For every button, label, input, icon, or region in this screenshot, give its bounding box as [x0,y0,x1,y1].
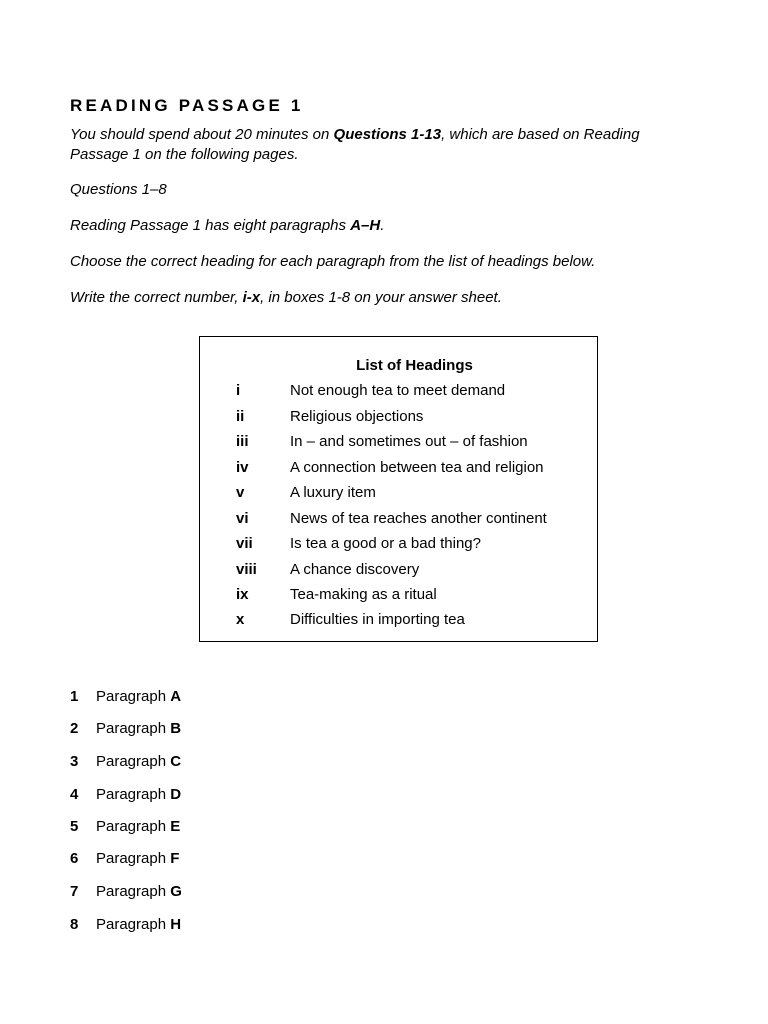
heading-text: Not enough tea to meet demand [290,382,506,399]
paragraph-letter: G [170,883,182,900]
question-label [96,720,181,737]
paragraphs-letters: A–H [350,217,381,234]
paragraph-letter: H [170,916,182,933]
paragraphs-text-end: . [380,217,385,234]
instructions-intro [70,125,640,165]
heading-text: In – and sometimes out – of fashion [290,433,528,450]
write-numbers: i-x [242,289,261,306]
question-label [96,818,180,835]
heading-number: vi [236,510,249,527]
heading-number: v [236,484,245,501]
paragraph-word: Paragraph [96,720,167,737]
heading-number: i [236,382,241,399]
paragraph-letter: E [170,818,181,835]
heading-number: ii [236,408,245,425]
question-number: 2 [70,720,79,737]
heading-text: Tea-making as a ritual [290,586,437,603]
choose-instruction: Choose the correct heading for each paragraph from the list of headings below. [70,253,596,270]
paragraph-word: Paragraph [96,850,167,867]
question-number: 6 [70,850,79,867]
heading-number: ix [236,586,249,603]
question-number: 5 [70,818,79,835]
question-label [96,850,179,867]
paragraph-word: Paragraph [96,883,167,900]
questions-range: Questions 1–8 [70,181,167,198]
intro-text-end: , which are based on Reading [441,126,640,143]
question-number: 3 [70,753,79,770]
question-label [96,688,181,705]
heading-number: x [236,611,245,628]
write-text-end: , in boxes 1-8 on your answer sheet. [260,289,502,306]
paragraph-word: Paragraph [96,786,167,803]
heading-text: Difficulties in importing tea [290,611,465,628]
question-label [96,786,181,803]
question-number: 7 [70,883,79,900]
paragraph-letter: B [170,720,182,737]
heading-text: A connection between tea and religion [290,459,544,476]
heading-text: Is tea a good or a bad thing? [290,535,481,552]
headings-box [199,336,598,642]
write-instruction [70,288,502,308]
heading-number: iii [236,433,249,450]
intro-questions-range: Questions 1-13 [333,126,442,143]
paragraph-word: Paragraph [96,916,167,933]
write-text-start: Write the correct number, [70,289,243,306]
intro-text-start: You should spend about 20 minutes on [70,126,334,143]
question-label [96,916,181,933]
question-label [96,753,181,770]
section-title: READING PASSAGE 1 [70,96,304,115]
heading-number: vii [236,535,253,552]
question-number: 4 [70,786,79,803]
paragraphs-text-start: Reading Passage 1 has eight paragraphs [70,217,351,234]
heading-text: A chance discovery [290,561,420,578]
paragraph-letter: D [170,786,182,803]
headings-title: List of Headings [356,357,473,374]
question-number: 1 [70,688,79,705]
paragraph-letter: C [170,753,182,770]
heading-text: Religious objections [290,408,424,425]
heading-number: iv [236,459,249,476]
question-label [96,883,182,900]
paragraph-word: Paragraph [96,818,167,835]
paragraph-word: Paragraph [96,688,167,705]
paragraph-letter: F [170,850,180,867]
paragraphs-instruction [70,216,384,236]
heading-text: News of tea reaches another continent [290,510,547,527]
paragraph-letter: A [170,688,182,705]
heading-number: viii [236,561,257,578]
paragraph-word: Paragraph [96,753,167,770]
heading-text: A luxury item [290,484,376,501]
question-number: 8 [70,916,79,933]
intro-text-line2: Passage 1 on the following pages. [70,146,299,163]
